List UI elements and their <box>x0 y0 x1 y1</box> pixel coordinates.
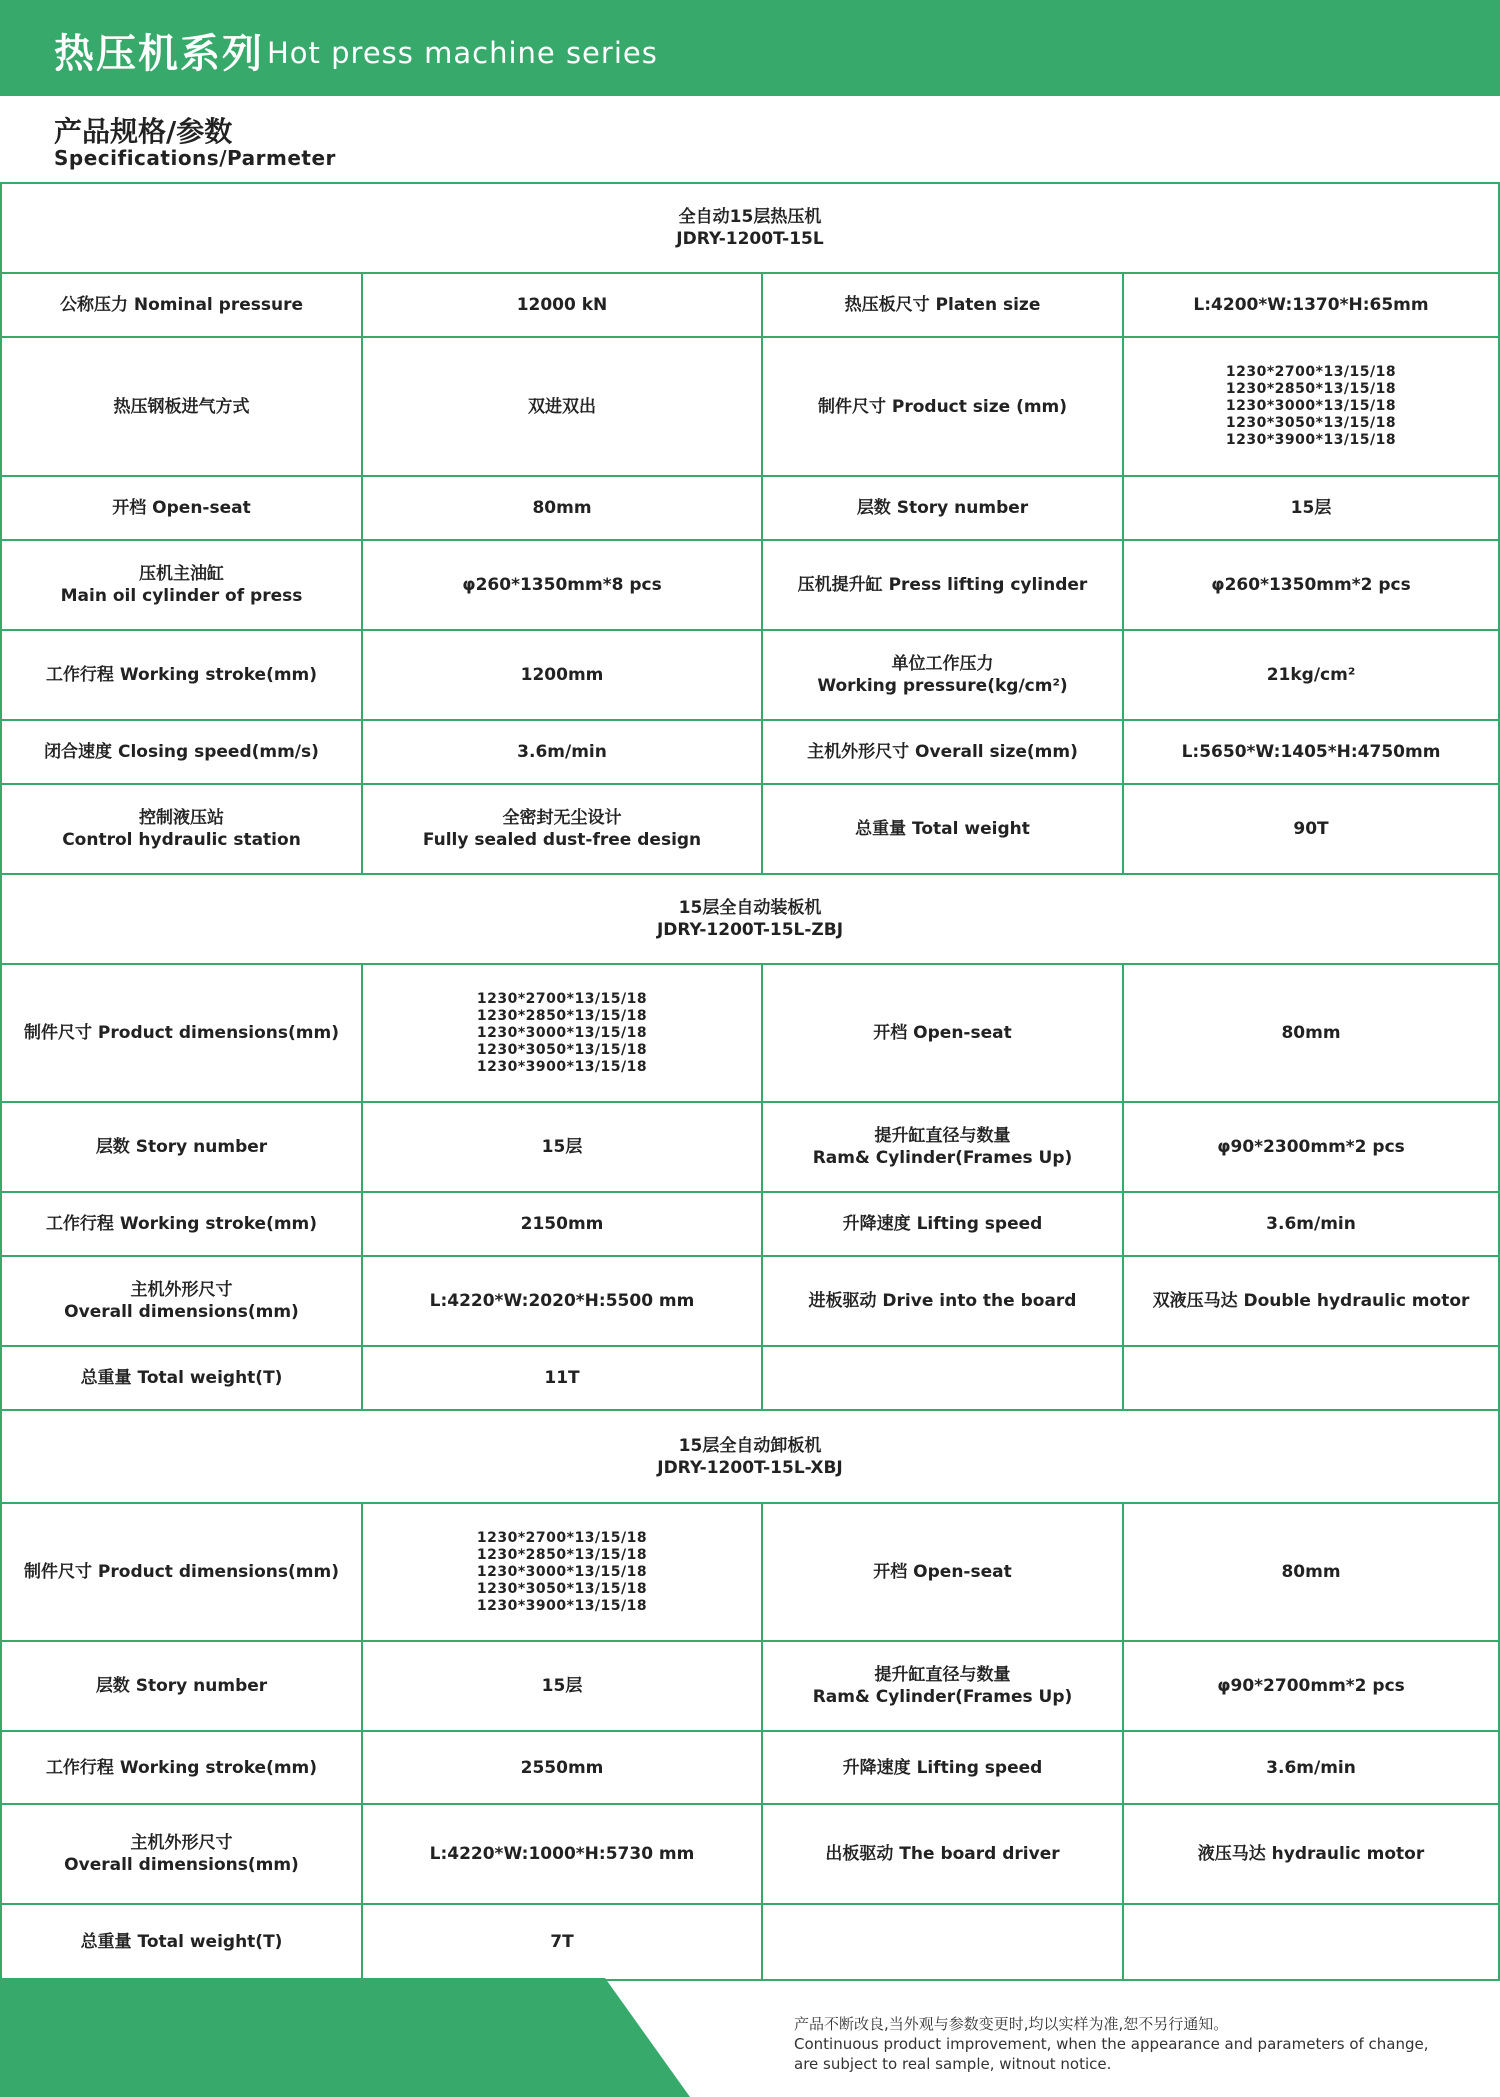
section-model: JDRY-1200T-15L-XBJ <box>657 1457 843 1478</box>
cell-text: 液压马达 hydraulic motor <box>1197 1844 1425 1864</box>
spec-value-cell <box>1122 719 1500 785</box>
cell-text: φ90*2700mm*2 pcs <box>1217 1676 1405 1696</box>
cell-text: 制件尺寸 Product size (mm) <box>817 396 1068 417</box>
cell-text: 1230*3000*13/15/18 <box>1225 398 1397 414</box>
cell-text: 双液压马达 Double hydraulic motor <box>1152 1291 1470 1311</box>
cell-text: 主机外形尺寸 Overall size(mm) <box>807 742 1078 762</box>
footer-note <box>794 2014 1484 2074</box>
spec-label-cell <box>761 1730 1124 1805</box>
spec-label-cell <box>761 1502 1124 1642</box>
spec-label-cell <box>0 1255 363 1347</box>
footer-note-cn: 产品不断改良,当外观与参数变更时,均以实样为准,恕不另行通知。 <box>794 2015 1229 2033</box>
spec-label-cell <box>761 1640 1124 1732</box>
spec-label-cell <box>761 1903 1124 1981</box>
spec-value-cell <box>361 336 763 477</box>
section-title: 全自动15层热压机 <box>678 207 822 227</box>
cell-text: 开档 Open-seat <box>873 1562 1012 1582</box>
spec-value-cell <box>361 539 763 631</box>
cell-text: 1230*3900*13/15/18 <box>476 1058 648 1075</box>
cell-text: 1230*3050*13/15/18 <box>1225 415 1397 431</box>
section-subtitle-cn: 产品规格/参数 <box>54 115 233 148</box>
cell-text: 1230*2700*13/15/18 <box>476 990 648 1007</box>
spec-value-cell <box>1122 1101 1500 1193</box>
spec-label-cell <box>0 1191 363 1257</box>
spec-label-cell <box>761 539 1124 631</box>
spec-value-cell <box>361 1191 763 1257</box>
spec-value-cell <box>1122 1803 1500 1905</box>
spec-value-cell <box>361 1345 763 1411</box>
spec-label-cell <box>0 475 363 541</box>
spec-value-cell <box>361 719 763 785</box>
cell-text: 提升缸直径与数量 <box>874 1665 1011 1685</box>
section-header <box>0 182 1500 274</box>
cell-text: Main oil cylinder of press <box>60 586 303 606</box>
cell-text: 3.6m/min <box>1266 1757 1356 1778</box>
spec-value-cell <box>1122 539 1500 631</box>
spec-value-cell <box>361 1803 763 1905</box>
spec-label-cell <box>761 336 1124 477</box>
cell-text: 1230*2700*13/15/18 <box>476 1529 648 1546</box>
cell-text: 21kg/cm² <box>1266 665 1356 685</box>
spec-label-cell <box>0 783 363 875</box>
spec-label-cell <box>0 1803 363 1905</box>
cell-text: 11T <box>544 1368 580 1388</box>
cell-text: 压机提升缸 Press lifting cylinder <box>797 575 1088 595</box>
cell-text: Ram& Cylinder(Frames Up) <box>812 1148 1073 1168</box>
cell-text: 80mm <box>532 498 592 518</box>
cell-text: 1230*3900*13/15/18 <box>476 1597 648 1614</box>
spec-label-cell <box>761 719 1124 785</box>
spec-value-cell <box>1122 1730 1500 1805</box>
spec-label-cell <box>761 629 1124 721</box>
cell-text: Overall dimensions(mm) <box>64 1855 299 1875</box>
spec-label-cell <box>0 719 363 785</box>
cell-text: 1230*3050*13/15/18 <box>476 1580 648 1597</box>
cell-text: 压机主油缸 <box>139 564 224 584</box>
header-title-cn: 热压机系列 <box>54 31 264 77</box>
cell-text: 工作行程 Working stroke(mm) <box>45 1214 318 1234</box>
cell-text: 总重量 Total weight(T) <box>80 1932 283 1952</box>
cell-text: 主机外形尺寸 <box>130 1280 233 1300</box>
spec-label-cell <box>0 629 363 721</box>
cell-text: φ260*1350mm*8 pcs <box>462 575 662 595</box>
cell-text: L:5650*W:1405*H:4750mm <box>1181 742 1441 762</box>
cell-text: 1230*2850*13/15/18 <box>476 1546 648 1563</box>
spec-label-cell <box>0 1640 363 1732</box>
section-model: JDRY-1200T-15L-ZBJ <box>656 920 844 940</box>
section-header <box>0 1409 1500 1504</box>
section-title: 15层全自动装板机 <box>678 898 822 918</box>
cell-text: 15层 <box>541 1137 583 1157</box>
cell-text: 80mm <box>1281 1023 1341 1043</box>
cell-text: 开档 Open-seat <box>873 1023 1012 1043</box>
cell-text: 15层 <box>541 1676 583 1696</box>
cell-text: 公称压力 Nominal pressure <box>59 295 304 315</box>
spec-label-cell <box>0 963 363 1103</box>
cell-text: 1230*2700*13/15/18 <box>1225 364 1397 380</box>
cell-text: 工作行程 Working stroke(mm) <box>45 665 318 685</box>
cell-text: 工作行程 Working stroke(mm) <box>45 1757 318 1778</box>
cell-text: 80mm <box>1281 1562 1341 1582</box>
cell-text: 层数 Story number <box>856 498 1029 518</box>
spec-value-cell <box>1122 963 1500 1103</box>
spec-label-cell <box>761 1191 1124 1257</box>
cell-text: 1230*2850*13/15/18 <box>476 1007 648 1024</box>
cell-text: 热压钢板进气方式 <box>113 396 250 417</box>
cell-text: φ90*2300mm*2 pcs <box>1217 1137 1405 1157</box>
cell-text: 1200mm <box>520 665 604 685</box>
cell-text: Control hydraulic station <box>62 830 301 850</box>
cell-text: 3.6m/min <box>517 742 607 762</box>
cell-text: 热压板尺寸 Platen size <box>844 295 1041 315</box>
spec-value-cell <box>361 475 763 541</box>
cell-text: L:4220*W:2020*H:5500 mm <box>429 1291 695 1311</box>
spec-label-cell <box>0 1730 363 1805</box>
spec-value-cell <box>1122 1640 1500 1732</box>
cell-text: 1230*3000*13/15/18 <box>476 1024 648 1041</box>
spec-value-cell <box>361 1255 763 1347</box>
spec-value-cell <box>1122 1502 1500 1642</box>
spec-label-cell <box>0 1101 363 1193</box>
cell-text: 制件尺寸 Product dimensions(mm) <box>24 1023 339 1043</box>
spec-label-cell <box>0 539 363 631</box>
cell-text: L:4200*W:1370*H:65mm <box>1193 295 1429 315</box>
spec-value-cell <box>1122 272 1500 338</box>
cell-text: Fully sealed dust-free design <box>422 830 702 850</box>
spec-label-cell <box>761 475 1124 541</box>
spec-value-cell <box>361 1502 763 1642</box>
cell-text: 控制液压站 <box>139 808 224 828</box>
cell-text: 主机外形尺寸 <box>130 1833 233 1853</box>
cell-text: 制件尺寸 Product dimensions(mm) <box>24 1562 339 1582</box>
spec-label-cell <box>761 1803 1124 1905</box>
spec-value-cell <box>361 1640 763 1732</box>
spec-label-cell <box>0 336 363 477</box>
spec-value-cell <box>1122 629 1500 721</box>
cell-text: 双进双出 <box>528 396 596 417</box>
spec-label-cell <box>0 1903 363 1981</box>
cell-text: 12000 kN <box>516 295 608 315</box>
cell-text: 总重量 Total weight(T) <box>80 1368 283 1388</box>
spec-label-cell <box>0 272 363 338</box>
spec-label-cell <box>761 783 1124 875</box>
spec-value-cell <box>361 783 763 875</box>
spec-value-cell <box>361 272 763 338</box>
cell-text: 3.6m/min <box>1266 1214 1356 1234</box>
page-header-bar <box>0 0 1500 96</box>
spec-value-cell <box>361 1730 763 1805</box>
cell-text: φ260*1350mm*2 pcs <box>1211 575 1411 595</box>
spec-label-cell <box>761 1345 1124 1411</box>
cell-text: 2150mm <box>520 1214 604 1234</box>
cell-text: 进板驱动 Drive into the board <box>808 1291 1077 1311</box>
cell-text: 90T <box>1293 819 1329 839</box>
section-model: JDRY-1200T-15L <box>676 229 824 249</box>
cell-text: 闭合速度 Closing speed(mm/s) <box>44 742 319 762</box>
spec-label-cell <box>761 272 1124 338</box>
cell-text: 升降速度 Lifting speed <box>842 1214 1043 1234</box>
spec-value-cell <box>1122 336 1500 477</box>
cell-text: 层数 Story number <box>95 1137 268 1157</box>
cell-text: 2550mm <box>520 1757 604 1778</box>
spec-label-cell <box>0 1345 363 1411</box>
cell-text: 全密封无尘设计 <box>502 808 622 828</box>
cell-text: 单位工作压力 <box>891 654 994 674</box>
cell-text: 提升缸直径与数量 <box>874 1126 1011 1146</box>
spec-value-cell <box>361 1903 763 1981</box>
section-subtitle-en: Specifications/Parmeter <box>54 146 336 170</box>
cell-text: 层数 Story number <box>95 1676 268 1696</box>
spec-value-cell <box>1122 1191 1500 1257</box>
spec-label-cell <box>761 1101 1124 1193</box>
footer-note-en-1: Continuous product improvement, when the appearance and parameters of change, <box>794 2035 1429 2053</box>
spec-value-cell <box>361 1101 763 1193</box>
cell-text: 总重量 Total weight <box>855 819 1030 839</box>
spec-value-cell <box>361 629 763 721</box>
cell-text: 1230*3900*13/15/18 <box>1225 432 1397 448</box>
cell-text: Ram& Cylinder(Frames Up) <box>812 1687 1073 1707</box>
cell-text: 出板驱动 The board driver <box>825 1844 1060 1864</box>
spec-label-cell <box>761 963 1124 1103</box>
cell-text: 1230*3000*13/15/18 <box>476 1563 648 1580</box>
spec-value-cell <box>1122 1345 1500 1411</box>
cell-text: Overall dimensions(mm) <box>64 1302 299 1322</box>
cell-text: 开档 Open-seat <box>112 498 251 518</box>
cell-text: 15层 <box>1290 498 1332 518</box>
section-title: 15层全自动卸板机 <box>678 1435 822 1456</box>
spec-label-cell <box>761 1255 1124 1347</box>
cell-text: 1230*3050*13/15/18 <box>476 1041 648 1058</box>
header-title-en: Hot press machine series <box>267 36 658 70</box>
spec-value-cell <box>361 963 763 1103</box>
section-header <box>0 873 1500 965</box>
spec-value-cell <box>1122 783 1500 875</box>
spec-value-cell <box>1122 1903 1500 1981</box>
footer-note-en-2: are subject to real sample, witnout notice. <box>794 2055 1112 2073</box>
spec-value-cell <box>1122 1255 1500 1347</box>
cell-text: L:4220*W:1000*H:5730 mm <box>429 1844 695 1864</box>
cell-text: 升降速度 Lifting speed <box>842 1757 1043 1778</box>
cell-text: 1230*2850*13/15/18 <box>1225 381 1397 397</box>
cell-text: 7T <box>550 1932 574 1952</box>
spec-value-cell <box>1122 475 1500 541</box>
spec-label-cell <box>0 1502 363 1642</box>
cell-text: Working pressure(kg/cm²) <box>817 676 1068 696</box>
